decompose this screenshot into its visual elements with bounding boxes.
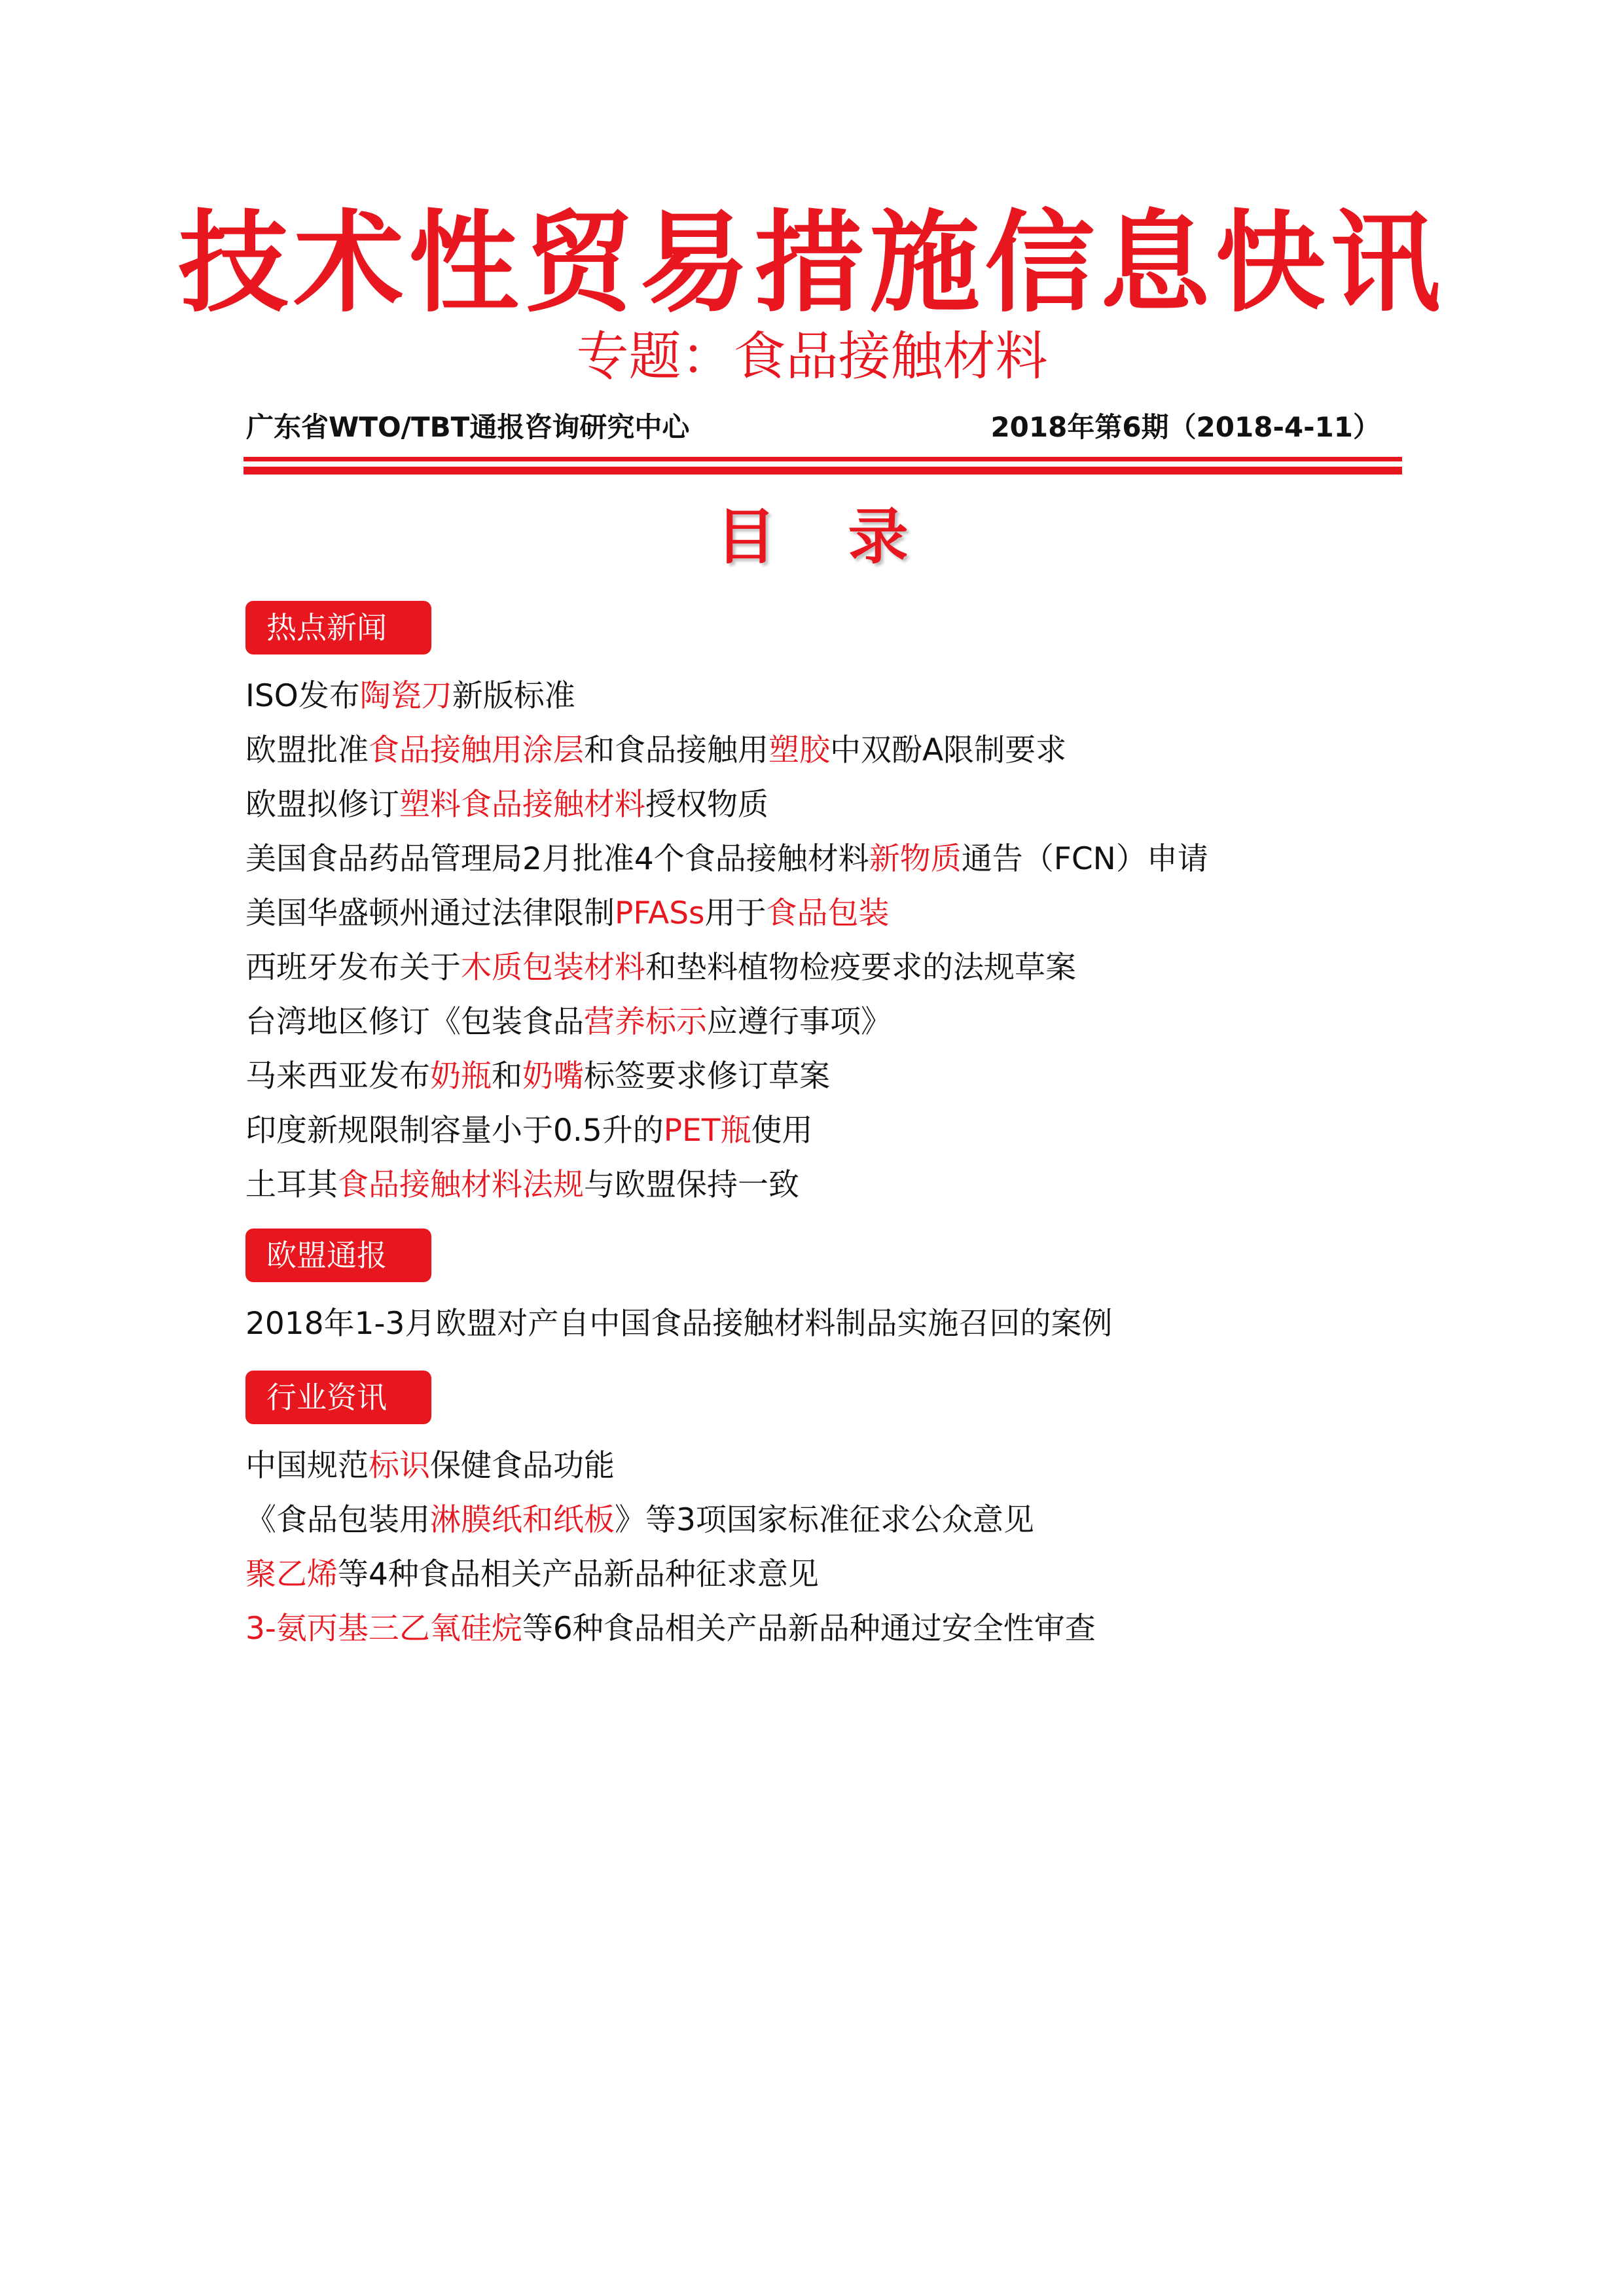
toc-item[interactable] (245, 1049, 1404, 1103)
highlighted-keyword: 营养标示 (584, 1004, 707, 1040)
highlighted-keyword: 木质包装材料 (461, 950, 645, 986)
highlighted-keyword: 陶瓷刀 (359, 678, 452, 714)
toc-item[interactable] (245, 778, 1404, 832)
item-text: 新版标准 (452, 678, 575, 714)
item-list (245, 1297, 1404, 1351)
item-text: 用于 (704, 895, 767, 931)
highlighted-keyword: 塑胶 (768, 732, 830, 768)
item-text: ISO发布 (245, 678, 360, 714)
toc-item[interactable] (245, 1103, 1404, 1158)
highlighted-keyword: PET瓶 (663, 1113, 751, 1149)
item-text: 和垫料植物检疫要求的法规草案 (645, 950, 1076, 986)
toc-heading: 目录 (715, 502, 981, 572)
highlighted-keyword: 奶嘴 (522, 1058, 584, 1094)
item-text: 通告（FCN）申请 (961, 841, 1208, 877)
item-text: 标签要求修订草案 (584, 1058, 830, 1094)
item-text: 授权物质 (645, 787, 768, 823)
highlighted-keyword: 食品接触用涂层 (369, 732, 584, 768)
item-text: 等4种食品相关产品新品种征求意见 (338, 1556, 819, 1592)
item-text: 中双酚A限制要求 (830, 732, 1067, 768)
section-label: 行业资讯 (245, 1371, 431, 1424)
highlighted-keyword: 食品包装 (766, 895, 890, 931)
item-list (245, 669, 1404, 1212)
newsletter-subtitle: 专题：食品接触材料 (576, 326, 1048, 387)
toc-item[interactable] (245, 995, 1404, 1049)
toc-item[interactable] (245, 1297, 1404, 1351)
highlighted-keyword: 标识 (369, 1448, 430, 1484)
toc-item[interactable] (245, 1158, 1404, 1212)
toc-item[interactable] (245, 832, 1404, 886)
highlighted-keyword: 淋膜纸和纸板 (430, 1502, 615, 1538)
item-text: 欧盟拟修订 (245, 787, 399, 823)
highlighted-keyword: PFASs (615, 895, 705, 931)
publisher: 广东省WTO/TBT通报咨询研究中心 (246, 411, 690, 443)
toc-item[interactable] (245, 1602, 1404, 1656)
item-text: 印度新规限制容量小于0.5升的 (245, 1113, 664, 1149)
item-text: 》等3项国家标准征求公众意见 (615, 1502, 1034, 1538)
item-text: 和 (492, 1058, 522, 1094)
item-text: 和食品接触用 (584, 732, 768, 768)
item-text: 马来西亚发布 (245, 1058, 430, 1094)
item-text: 土耳其 (245, 1167, 338, 1203)
toc-item[interactable] (245, 1493, 1404, 1547)
item-text: 等6种食品相关产品新品种通过安全性审查 (522, 1611, 1096, 1647)
toc-item[interactable] (245, 723, 1404, 778)
item-text: 欧盟批准 (245, 732, 369, 768)
item-text: 台湾地区修订《包装食品 (245, 1004, 584, 1040)
item-text: 与欧盟保持一致 (584, 1167, 799, 1203)
toc-item[interactable] (245, 941, 1404, 995)
toc-item[interactable] (245, 669, 1404, 723)
item-text: 2018年1-3月欧盟对产自中国食品接触材料制品实施召回的案例 (245, 1306, 1113, 1342)
highlighted-keyword: 新物质 (869, 841, 962, 877)
item-text: 使用 (751, 1113, 813, 1149)
item-text: 西班牙发布关于 (245, 950, 461, 986)
header-divider-thin (244, 457, 1402, 461)
toc-item[interactable] (245, 886, 1404, 941)
section-hot-news (245, 601, 1404, 1212)
item-text: 中国规范 (245, 1448, 369, 1484)
item-list (245, 1439, 1404, 1656)
toc-item[interactable] (245, 1547, 1404, 1602)
highlighted-keyword: 塑料食品接触材料 (399, 787, 645, 823)
section-label: 欧盟通报 (245, 1229, 431, 1282)
issue-info: 2018年第6期（2018-4-11） (990, 411, 1380, 443)
item-text: 应遵行事项》 (707, 1004, 892, 1040)
item-text: 保健食品功能 (430, 1448, 615, 1484)
highlighted-keyword: 奶瓶 (430, 1058, 492, 1094)
item-text: 《食品包装用 (245, 1502, 430, 1538)
section-industry-news (245, 1371, 1404, 1656)
section-label: 热点新闻 (245, 601, 431, 655)
highlighted-keyword: 聚乙烯 (245, 1556, 338, 1592)
highlighted-keyword: 食品接触材料法规 (338, 1167, 584, 1203)
toc-item[interactable] (245, 1439, 1404, 1493)
item-text: 美国华盛顿州通过法律限制 (245, 895, 615, 931)
newsletter-title: 技术性贸易措施信息快讯 (178, 199, 1446, 327)
section-eu-notifications (245, 1229, 1404, 1351)
header-divider-thick (244, 467, 1402, 475)
highlighted-keyword: 3-氨丙基三乙氧硅烷 (245, 1611, 522, 1647)
item-text: 美国食品药品管理局2月批准4个食品接触材料 (245, 841, 869, 877)
